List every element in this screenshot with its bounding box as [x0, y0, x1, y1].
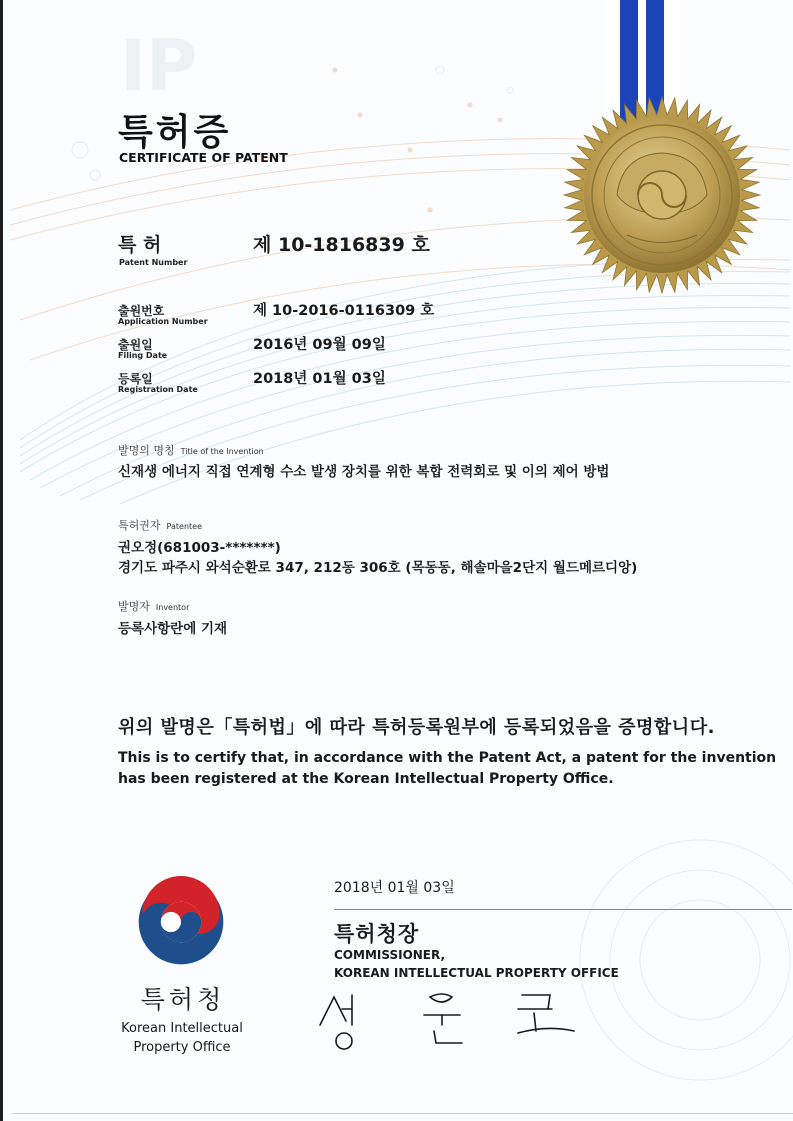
filing-date-label-ko: 출원일 [118, 338, 153, 352]
gold-seal-icon [562, 95, 762, 295]
application-number-value: 제 10-2016-0116309 호 [253, 303, 435, 319]
patentee-label-ko: 특허권자 [118, 519, 161, 532]
application-number-label-en: Application Number [118, 317, 208, 326]
invention-title: 신재생 에너지 직접 연계형 수소 발생 장치를 위한 복합 전력회로 및 이의 제어 방법 [118, 464, 610, 480]
commissioner-title-ko: 특허청장 [334, 922, 420, 946]
agency-name-en-line1: Korean Intellectual [121, 1021, 243, 1036]
agency-name-en-line2: Property Office [133, 1040, 231, 1055]
certificate-title-ko: 특허증 [118, 112, 232, 153]
patentee-address: 경기도 파주시 와석순환로 347, 212동 306호 (목동동, 해솔마을2단지 월드메르디앙) [118, 560, 638, 576]
application-number-label-ko: 출원번호 [118, 304, 165, 318]
svg-text:IP: IP [120, 25, 198, 107]
certificate-title-en: CERTIFICATE OF PATENT [119, 150, 288, 165]
bottom-border [12, 1113, 793, 1114]
registration-date-value: 2018년 01월 03일 [253, 371, 386, 387]
issue-date: 2018년 01월 03일 [334, 880, 455, 896]
patentee-label-en: Patentee [166, 522, 202, 531]
patent-number-value: 제 10-1816839 호 [253, 234, 430, 256]
signature-divider [334, 909, 792, 910]
certification-text-en-line2: has been registered at the Korean Intellectual Property Office. [118, 771, 614, 787]
inventor-label [118, 598, 189, 614]
inventor-value: 등록사항란에 기재 [118, 621, 228, 637]
scan-left-edge [0, 0, 3, 1121]
certification-text-en-line1: This is to certify that, in accordance with the Patent Act, a patent for the invention [118, 750, 777, 766]
filing-date-value: 2016년 09월 09일 [253, 337, 386, 353]
patentee-name: 권오정(681003-*******) [118, 540, 281, 556]
commissioner-title-en-line1: COMMISSIONER, [334, 948, 446, 962]
patent-number-label-ko: 특 허 [118, 234, 162, 256]
inventor-label-ko: 발명자 [118, 600, 150, 613]
invention-label [118, 442, 264, 458]
registration-date-label-en: Registration Date [118, 385, 198, 394]
certification-text-ko: 위의 발명은「특허법」에 따라 특허등록원부에 등록되었음을 증명합니다. [118, 717, 715, 738]
signature-icon [312, 985, 592, 1055]
inventor-label-en: Inventor [155, 603, 190, 612]
registration-date-label-ko: 등록일 [118, 372, 153, 386]
patent-number-label-en: Patent Number [119, 258, 188, 267]
patentee-label [118, 517, 202, 533]
kipo-logo-icon [135, 876, 227, 968]
invention-label-ko: 발명의 명칭 [118, 444, 175, 457]
invention-label-en: Title of the Invention [180, 447, 264, 456]
filing-date-label-en: Filing Date [118, 351, 168, 360]
agency-name-ko: 특허청 [140, 985, 226, 1014]
commissioner-title-en-line2: KOREAN INTELLECTUAL PROPERTY OFFICE [334, 966, 619, 980]
